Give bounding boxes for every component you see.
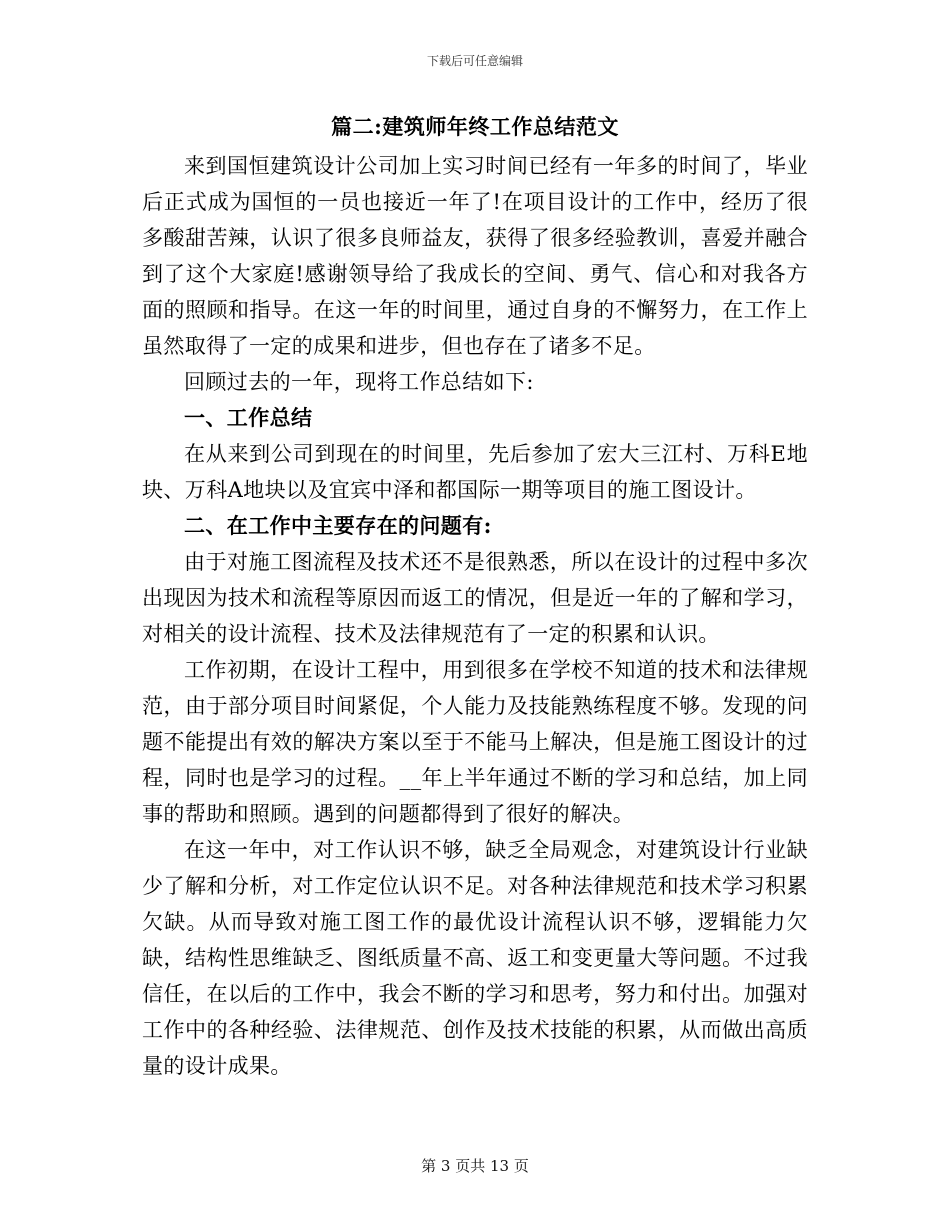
document-title: 篇二:建筑师年终工作总结范文 bbox=[331, 114, 619, 139]
paragraph-review: 回顾过去的一年，现将工作总结如下: bbox=[184, 370, 534, 394]
document-body bbox=[142, 108, 808, 1084]
header-note: 下载后可任意编辑 bbox=[426, 54, 523, 68]
section-heading-problems: 二、在工作中主要存在的问题有: bbox=[184, 513, 492, 538]
paragraph-problem-awareness: 在这一年中，对工作认识不够，缺乏全局观念，对建筑设计行业缺少了解和分析，对工作定位认识不足。对各种法律规范和技术学习积累欠缺。从而导致对施工图工作的最优设计流程认识不够，逻辑能力欠缺，结构性思维缺乏、图纸质量不高、返工和变更量大等问题。不过我信任，在以后的工作中，我会不断的学习和思考，努力和付出。加强对工作中的各种经验、法律规范、创作及技术技能的积累，从而做出高质量的设计成果。 bbox=[142, 838, 808, 1078]
section-heading-work-summary: 一、工作总结 bbox=[184, 405, 313, 430]
paragraph-problem-early-work: 工作初期，在设计工程中，用到很多在学校不知道的技术和法律规范，由于部分项目时间紧促，个人能力及技能熟练程度不够。发现的问题不能提出有效的解决方案以至于不能马上解决，但是施工图设计的过程，同时也是学习的过程。__年上半年通过不断的学习和总结，加上同事的帮助和照顾。遇到的问题都得到了很好的解决。 bbox=[142, 658, 808, 826]
page-number: 第 3 页共 13 页 bbox=[421, 1157, 529, 1175]
paragraph-problem-process: 由于对施工图流程及技术还不是很熟悉，所以在设计的过程中多次出现因为技术和流程等原因而返工的情况，但是近一年的了解和学习，对相关的设计流程、技术及法律规范有了一定的积累和认识。 bbox=[142, 550, 808, 646]
paragraph-projects: 在从来到公司到现在的时间里，先后参加了宏大三江村、万科E地块、万科A地块以及宜宾中泽和都国际一期等项目的施工图设计。 bbox=[142, 442, 808, 502]
paragraph-intro: 来到国恒建筑设计公司加上实习时间已经有一年多的时间了，毕业后正式成为国恒的一员也接近一年了!在项目设计的工作中，经历了很多酸甜苦辣，认识了很多良师益友，获得了很多经验教训，喜爱并融合到了这个大家庭!感谢领导给了我成长的空间、勇气、信心和对我各方面的照顾和指导。在这一年的时间里，通过自身的不懈努力，在工作上虽然取得了一定的成果和进步，但也存在了诸多不足。 bbox=[142, 154, 808, 358]
